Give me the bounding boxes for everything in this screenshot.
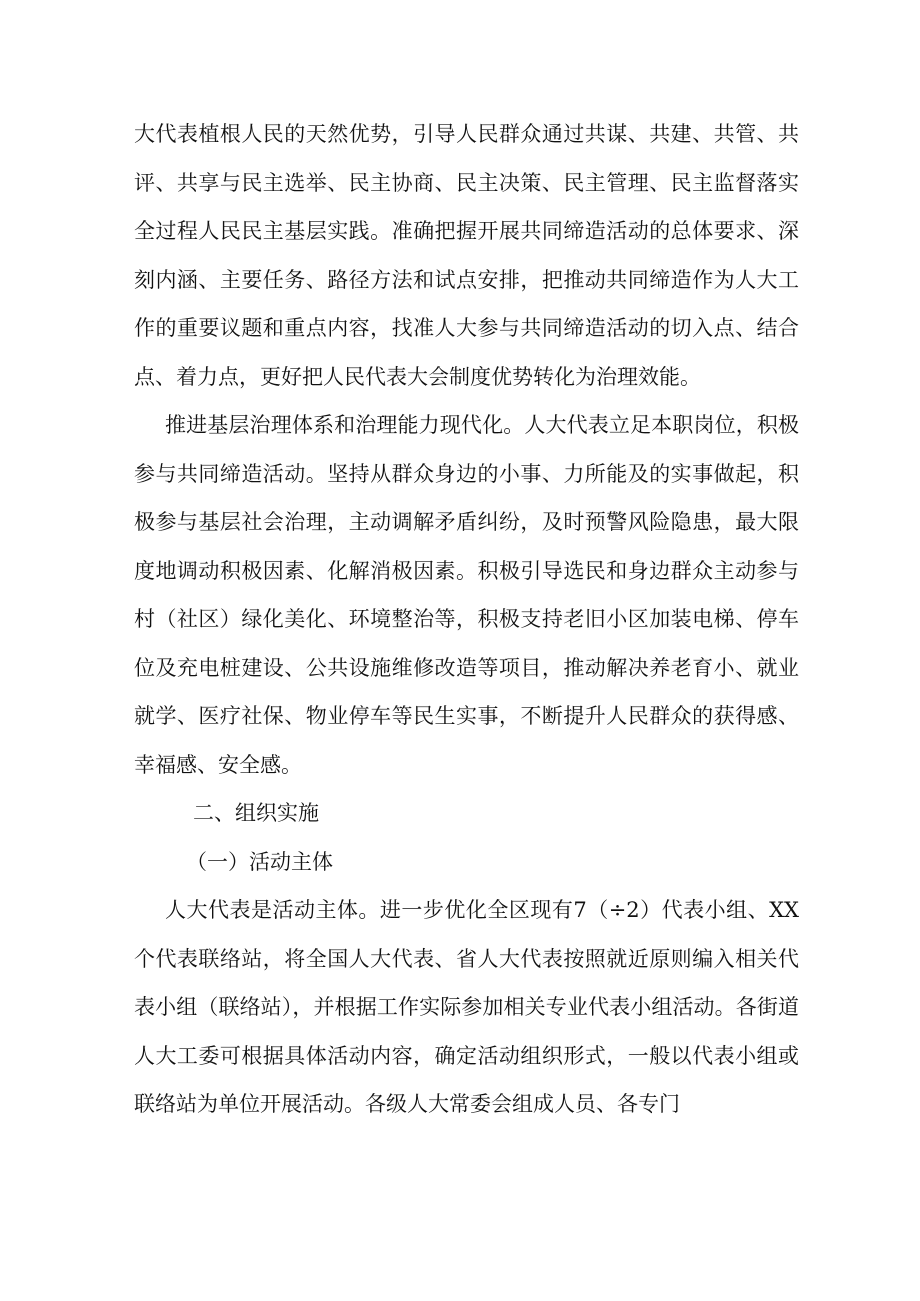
section-heading: 二、组织实施 bbox=[193, 801, 319, 825]
paragraph-continued: 大代表植根人民的天然优势，引导人民群众通过共谋、共建、共管、共评、共享与民主选举、民主协商、民主决策、民主管理、民主监督落实全过程人民民主基层实践。准确把握开展共同缔造活动的总体要求、深刻内涵、主要任务、路径方法和试点安排，把推动共同缔造作为人大工作的重要议题和重点内容，找准人大参与共同缔造活动的切入点、结合点、着力点，更好把人民代表大会制度优势转化为治理效能。 bbox=[134, 122, 799, 389]
paragraph-activity-subject: 人大代表是活动主体。进一步优化全区现有7（÷2）代表小组、XX个代表联络站，将全国人大代表、省人大代表按照就近原则编入相关代表小组（联络站），并根据工作实际参加相关专业代表小组活动。各街道人大工委可根据具体活动内容，确定活动组织形式，一般以代表小组或联络站为单位开展活动。各级人大常委会组成人员、各专门 bbox=[134, 898, 799, 1116]
document-body bbox=[134, 110, 799, 1129]
paragraph-governance: 推进基层治理体系和治理能力现代化。人大代表立足本职岗位，积极参与共同缔造活动。坚持从群众身边的小事、力所能及的实事做起，积极参与基层社会治理，主动调解矛盾纠纷，及时预警风险隐患，最大限度地调动积极因素、化解消极因素。积极引导选民和身边群众主动参与村（社区）绿化美化、环境整治等，积极支持老旧小区加装电梯、停车位及充电桩建设、公共设施维修改造等项目，推动解决养老育小、就业就学、医疗社保、物业停车等民生实事，不断提升人民群众的获得感、幸福感、安全感。 bbox=[134, 413, 799, 777]
subsection-heading: （一）活动主体 bbox=[186, 849, 333, 874]
